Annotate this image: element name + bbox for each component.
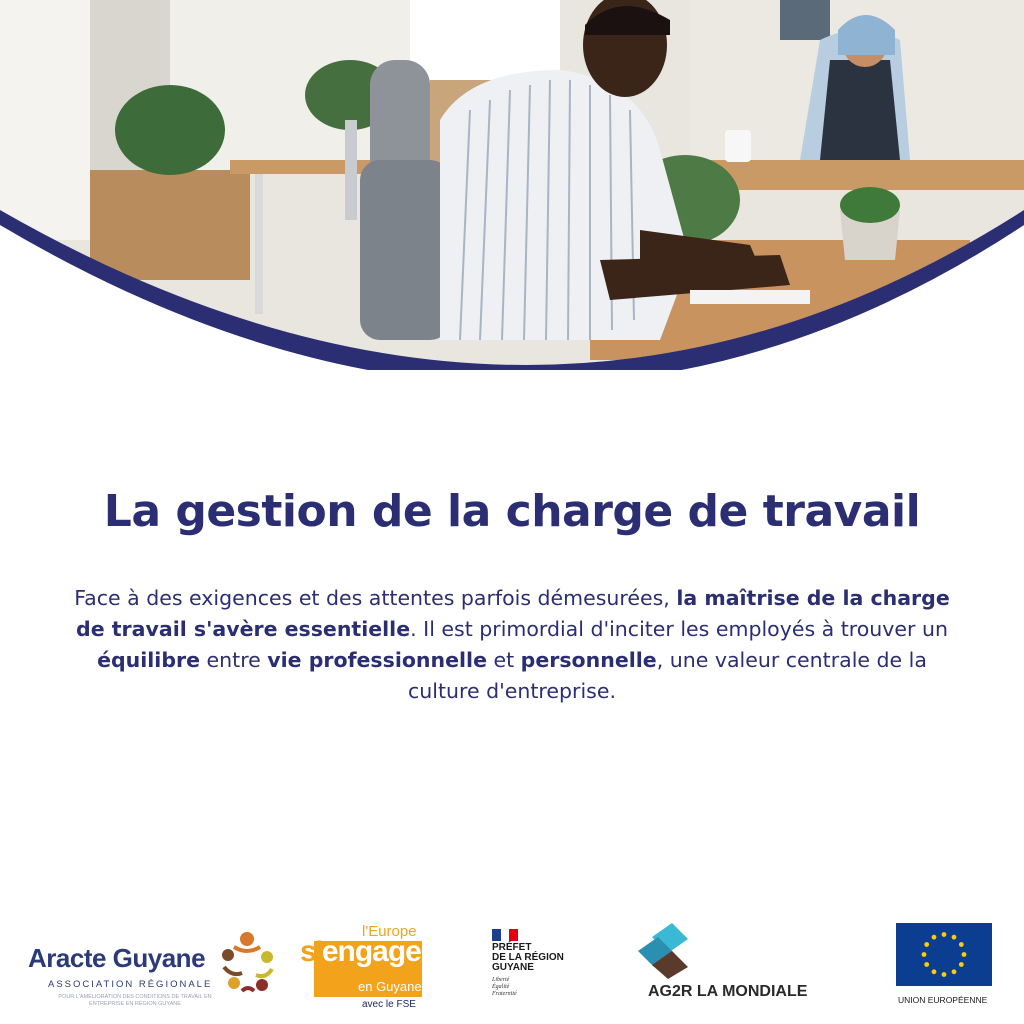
prefet-line-1: PRÉFET — [492, 942, 532, 953]
body-text-4: et — [486, 648, 521, 672]
eu-star — [952, 935, 957, 940]
body-emphasis-4: personnelle — [520, 648, 657, 672]
eu-star — [922, 952, 927, 957]
body-text-5: , une valeur centrale de la culture d'entreprise. — [408, 648, 927, 703]
europe-guyane-text: en Guyane — [358, 979, 422, 994]
eu-star — [942, 972, 947, 977]
body-text-3: entre — [200, 648, 268, 672]
aracte-guyane-logo — [28, 923, 278, 1007]
prefet-guyane-logo — [492, 929, 592, 1009]
page-title: La gestion de la charge de travail — [103, 486, 921, 537]
body-emphasis-3: vie professionnelle — [267, 648, 487, 672]
eu-stars-icon — [896, 923, 992, 986]
union-europeenne-logo — [896, 923, 994, 1008]
motto-liberte: Liberté — [492, 977, 510, 983]
eu-star — [932, 935, 937, 940]
eu-star — [924, 942, 929, 947]
engage-suffix: ngage — [337, 935, 421, 968]
europe-fse-text: avec le FSE — [362, 999, 416, 1010]
aracte-name: Aracte Guyane — [28, 943, 206, 973]
eu-star — [942, 932, 947, 937]
engage-star-e-icon: e — [321, 935, 338, 968]
marianne-flag-icon — [492, 929, 518, 941]
partner-logos — [0, 915, 1024, 1015]
eu-star — [952, 969, 957, 974]
motto-fraternite: Fraternité — [492, 991, 517, 997]
aracte-subtitle: ASSOCIATION RÉGIONALE — [48, 979, 213, 990]
engage-prefix: s' — [300, 935, 322, 968]
eu-star — [959, 962, 964, 967]
europe-engage-text — [300, 935, 421, 969]
body-emphasis-1: la maîtrise de la charge de travail s'avère essentielle — [76, 586, 950, 641]
eu-star — [924, 962, 929, 967]
eu-label: UNION EUROPÉENNE — [898, 995, 988, 1005]
europe-top-text: l'Europe — [362, 923, 417, 940]
body-text-1: Face à des exigences et des attentes parfois démesurées, — [74, 586, 677, 610]
body-emphasis-2: équilibre — [97, 648, 201, 672]
prefet-line-2: DE LA RÉGION — [492, 952, 564, 963]
prefet-title — [492, 943, 564, 973]
prefet-motto — [492, 977, 517, 998]
europe-sengage-logo — [300, 921, 430, 1011]
aracte-tagline: POUR L'AMÉLIORATION DES CONDITIONS DE TRAVAIL EN ENTREPRISE EN RÉGION GUYANE — [58, 994, 212, 1007]
eu-star — [932, 969, 937, 974]
people-circle-icon — [212, 925, 282, 997]
ag2r-name: AG2R LA MONDIALE — [648, 983, 808, 1000]
motto-egalite: Égalité — [492, 984, 510, 990]
ag2r-logo — [638, 923, 838, 1003]
ag2r-diamond-icon — [638, 923, 698, 979]
body-text-2: . Il est primordial d'inciter les employés à trouver un — [410, 617, 948, 641]
hero-photo — [0, 0, 1024, 370]
eu-star — [962, 952, 967, 957]
prefet-line-3: GUYANE — [492, 962, 534, 973]
eu-star — [959, 942, 964, 947]
eu-flag — [896, 923, 992, 986]
body-paragraph — [62, 583, 962, 707]
